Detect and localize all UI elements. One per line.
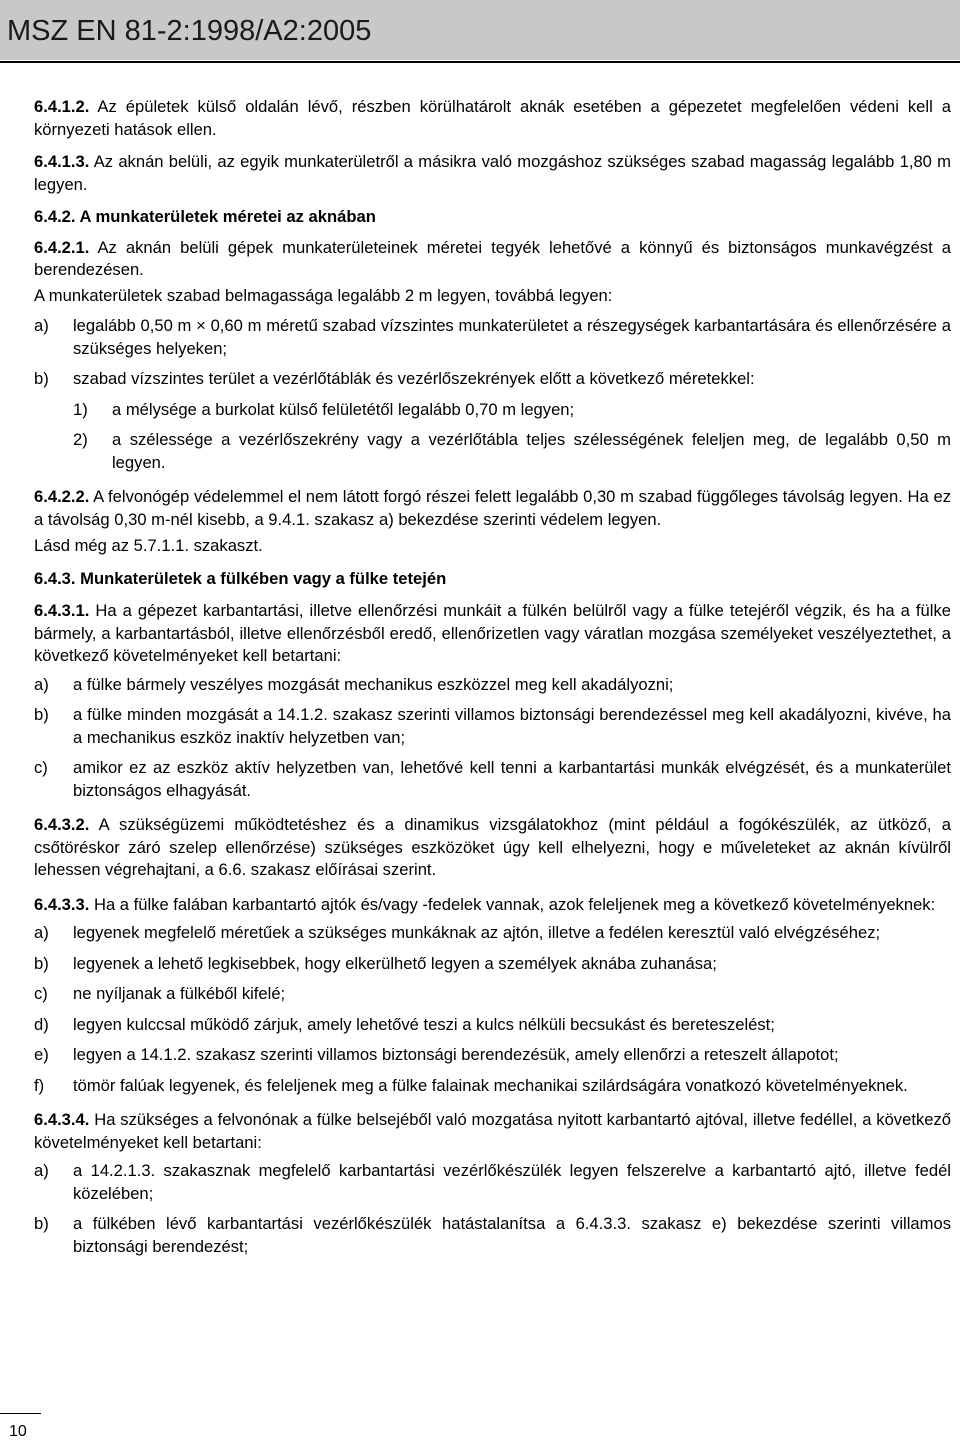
- section-intro: A munkaterületek szabad belmagassága legalább 2 m legyen, továbbá legyen:: [34, 285, 613, 305]
- list-item: [34, 704, 951, 749]
- section-number: 6.4.3.2.: [34, 815, 90, 834]
- list-item-text: legyenek megfelelő méretűek a szükséges munkáknak az ajtón, illetve a fedélen keresztül való elvégzéséhez;: [73, 923, 881, 942]
- list-item-label: c): [34, 984, 48, 1003]
- list-item-text: legyen kulccsal működő zárjuk, amely lehetővé teszi a kulcs nélküli becsukást és bereteszelést;: [73, 1014, 775, 1034]
- list-item-label: b): [34, 369, 49, 388]
- sub-list-item-text: a mélysége a burkolat külső felületétől legalább 0,70 m legyen;: [112, 399, 575, 419]
- document-title: MSZ EN 81-2:1998/A2:2005: [7, 15, 372, 47]
- list-item-text: legyen a 14.1.2. szakasz szerinti villamos biztonsági berendezésük, amely ellenőrzi a reteszelt állapotot;: [73, 1045, 839, 1064]
- list-item-text: tömör falúak legyenek, és feleljenek meg a fülke falainak mechanikai szilárdságára vonatkozó követelményeknek.: [73, 1075, 908, 1095]
- section-text: Ha szükséges a felvonónak a fülke belsejéből való mozgatása nyitott karbantartó ajtóval, illetve fedéllel, a következő követelményeket kell betartani:: [34, 1110, 951, 1152]
- see-also-note: Lásd még az 5.7.1.1. szakaszt.: [34, 536, 263, 555]
- list-item: [34, 1160, 951, 1205]
- section-6-4-2-1: [34, 237, 951, 282]
- list-item-label: d): [34, 1014, 49, 1034]
- list-item: [34, 757, 951, 802]
- list-item: [34, 1014, 951, 1037]
- list-item: [34, 953, 951, 976]
- section-6-4-1-3: [34, 151, 951, 196]
- sub-list-item: [73, 399, 951, 422]
- list-item-label: e): [34, 1045, 49, 1064]
- list-item: [34, 922, 951, 945]
- document-body: [34, 96, 951, 1266]
- list-item-label: a): [34, 674, 49, 694]
- section-6-4-3-2: [34, 814, 951, 882]
- list-item-text: a fülkében lévő karbantartási vezérlőkészülék hatástalanítsa a 6.4.3.3. szakasz e) bekezdése szerinti villamos biztonsági berendezést;: [73, 1214, 951, 1256]
- list-item-text: a fülke minden mozgását a 14.1.2. szakasz szerinti villamos biztonsági berendezéssel meg kell akadályozni, kivéve, ha a mechanikus eszköz inaktív helyzetben van;: [73, 705, 951, 747]
- section-number: 6.4.2.1.: [34, 237, 90, 257]
- section-6-4-1-2: [34, 96, 951, 141]
- sub-list-item: [73, 429, 951, 474]
- section-number: 6.4.3.1.: [34, 601, 90, 620]
- section-text: Az aknán belüli, az egyik munkaterületről a másikra való mozgáshoz szükséges szabad magasság legalább 1,80 m legyen.: [34, 152, 951, 194]
- section-6-4-3-4: [34, 1109, 951, 1154]
- section-heading-6-4-2: 6.4.2. A munkaterületek méretei az aknában: [34, 207, 376, 226]
- section-text: Ha a fülke falában karbantartó ajtók és/vagy -fedelek vannak, azok feleljenek meg a következő követelményeknek:: [93, 894, 936, 914]
- list-item: [34, 674, 951, 697]
- list-item-text: a 14.2.1.3. szakasznak megfelelő karbantartási vezérlőkészülék legyen felszerelve a karbantartó ajtó, illetve fedél közelében;: [73, 1161, 951, 1203]
- list-item-text: szabad vízszintes terület a vezérlőtáblák és vezérlőszekrények előtt a következő méretekkel:: [73, 369, 755, 388]
- list-item-label: f): [34, 1075, 45, 1095]
- section-text: Az aknán belüli gépek munkaterületeinek méretei tegyék lehetővé a könnyű és biztonságos munkavégzést a berendezésen.: [34, 237, 952, 279]
- list-item-text: ne nyíljanak a fülkéből kifelé;: [73, 984, 286, 1003]
- footer-divider: [0, 1413, 41, 1414]
- section-text: A szükségüzemi működtetéshez és a dinamikus vizsgálatokhoz (mint például a fogókészülék, az ütköző, a csőtöréskor záró szelep ellenőrzése) szükséges eszközöket úgy kell elhelyezni, hogy e műveleteket az aknán kívülről lehessen végrehajtani, a 6.6. szakasz előírásai szerint.: [34, 815, 951, 879]
- page-number: 10: [9, 1423, 27, 1440]
- list-item-text: a fülke bármely veszélyes mozgását mechanikus eszközzel meg kell akadályozni;: [73, 674, 674, 694]
- sub-list-item-text: a szélessége a vezérlőszekrény vagy a vezérlőtábla teljes szélességének feleljen meg, de legalább 0,50 m legyen.: [112, 430, 951, 472]
- section-number: 6.4.3.4.: [34, 1110, 90, 1129]
- list-item-text: amikor ez az eszköz aktív helyzetben van, lehetővé kell tenni a karbantartási munkák elvégzését, és a munkaterület biztonságos elhagyását.: [73, 758, 951, 800]
- section-number: 6.4.1.3.: [34, 152, 90, 171]
- section-6-4-2-2: [34, 486, 951, 531]
- list-item-label: b): [34, 953, 49, 973]
- section-text: Az épületek külső oldalán lévő, részben körülhatárolt aknák esetében a gépezetet megfelelően védeni kell a környezeti hatások ellen.: [34, 97, 951, 139]
- section-number: 6.4.1.2.: [34, 97, 90, 116]
- list-item-label: a): [34, 1161, 49, 1180]
- section-heading-6-4-3: 6.4.3. Munkaterületek a fülkében vagy a fülke tetején: [34, 568, 447, 588]
- sub-list-item-label: 1): [73, 399, 88, 419]
- section-number: 6.4.3.3.: [34, 894, 90, 914]
- list-item: [34, 315, 951, 360]
- section-6-4-3-3: [34, 894, 951, 917]
- header-divider: [0, 61, 960, 63]
- list-item-text: legyenek a lehető legkisebbek, hogy elkerülhető legyen a személyek aknába zuhanása;: [73, 953, 717, 973]
- list-item-label: c): [34, 758, 48, 777]
- section-number: 6.4.2.2.: [34, 487, 90, 506]
- list-item: [34, 1213, 951, 1258]
- list-item-label: b): [34, 705, 49, 724]
- list-item-label: a): [34, 923, 49, 942]
- section-text: Ha a gépezet karbantartási, illetve ellenőrzési munkáit a fülkén belülről vagy a fülke tetejéről végzik, és ha a fülke bármely, a karbantartásból, illetve ellenőrzésből eredő, ellenőrizetlen vagy váratlan mozgása személyeket veszélyeztethet, a következő követelményeket kell betartani:: [34, 601, 951, 665]
- list-item: [34, 368, 951, 391]
- list-item: [34, 1075, 951, 1098]
- list-item-label: a): [34, 316, 49, 335]
- list-item: [34, 983, 951, 1006]
- sub-list-item-label: 2): [73, 430, 88, 449]
- document-header: [0, 0, 960, 60]
- list-item-text: legalább 0,50 m × 0,60 m méretű szabad vízszintes munkaterületet a részegységek karbantartására és ellenőrzésére a szükséges helyeken;: [73, 316, 951, 358]
- list-item-label: b): [34, 1214, 49, 1233]
- list-item: [34, 1044, 951, 1067]
- section-6-4-3-1: [34, 600, 951, 668]
- section-text: A felvonógép védelemmel el nem látott forgó részei felett legalább 0,30 m szabad függőleges távolság legyen. Ha ez a távolság 0,30 m-nél kisebb, a 9.4.1. szakasz a) bekezdése szerinti védelem legyen.: [34, 487, 952, 529]
